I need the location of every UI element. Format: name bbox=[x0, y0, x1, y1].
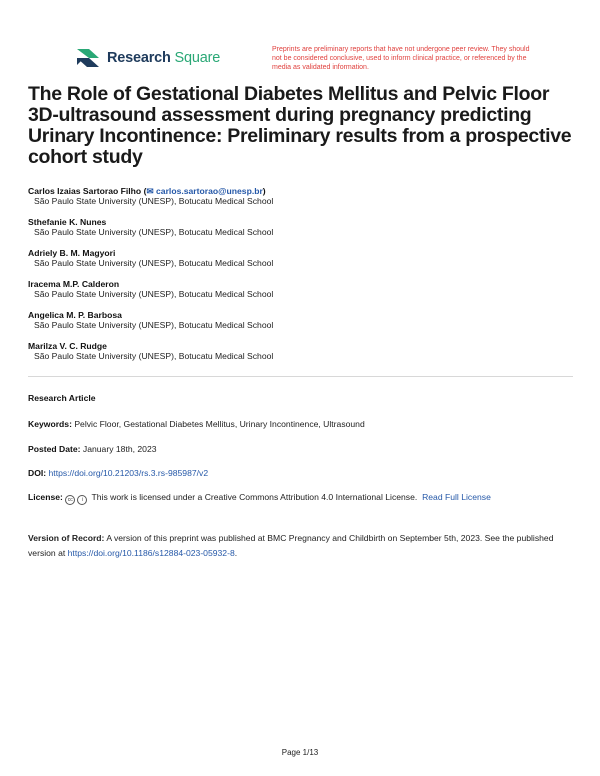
posted-date-label: Posted Date: bbox=[28, 444, 81, 454]
read-full-license-link[interactable]: Read Full License bbox=[422, 492, 491, 502]
author-affiliation: São Paulo State University (UNESP), Botucatu Medical School bbox=[34, 320, 274, 330]
author-name: Marilza V. C. Rudge bbox=[28, 341, 107, 351]
author-email-link[interactable]: ✉ carlos.sartorao@unesp.br bbox=[146, 186, 263, 196]
page-number: Page 1/13 bbox=[281, 748, 319, 757]
author-list bbox=[28, 186, 573, 372]
doi-line bbox=[28, 468, 208, 479]
keywords-label: Keywords: bbox=[28, 419, 72, 429]
author-name: Carlos Izaias Sartorao Filho (✉ carlos.sartorao@unesp.br) bbox=[28, 186, 266, 196]
research-square-logo-icon bbox=[75, 47, 101, 69]
author-entry bbox=[28, 341, 573, 372]
doi-label: DOI: bbox=[28, 468, 47, 478]
author-name: Angelica M. P. Barbosa bbox=[28, 310, 122, 320]
email-icon: ✉ bbox=[146, 186, 154, 196]
author-entry bbox=[28, 279, 573, 310]
author-affiliation: São Paulo State University (UNESP), Botucatu Medical School bbox=[34, 289, 274, 299]
section-divider bbox=[28, 376, 573, 377]
doi-link[interactable]: https://doi.org/10.21203/rs.3.rs-985987/v2 bbox=[48, 468, 209, 478]
version-text: A version of this preprint was published at BMC Pregnancy and Childbirth on September 5th, 2023. See the published version at bbox=[28, 533, 554, 558]
author-name: Adriely B. M. Magyori bbox=[28, 248, 116, 258]
posted-date-line bbox=[28, 444, 157, 455]
paper-title: The Role of Gestational Diabetes Mellitus and Pelvic Floor 3D-ultrasound assessment during pregnancy predicting Urinary Incontinence: Preliminary results from a prospective cohort study bbox=[28, 83, 572, 168]
version-doi-link[interactable]: https://doi.org/10.1186/s12884-023-05932-8 bbox=[67, 548, 235, 558]
attribution-icon: i bbox=[77, 495, 87, 505]
author-entry bbox=[28, 217, 573, 248]
author-name: Sthefanie K. Nunes bbox=[28, 217, 107, 227]
author-name: Iracema M.P. Calderon bbox=[28, 279, 120, 289]
license-text: This work is licensed under a Creative Commons Attribution 4.0 International License. bbox=[91, 492, 418, 502]
creative-commons-icon: cc bbox=[65, 495, 75, 505]
keywords-line bbox=[28, 419, 365, 430]
author-affiliation: São Paulo State University (UNESP), Botucatu Medical School bbox=[34, 196, 274, 206]
preprint-disclaimer: Preprints are preliminary reports that have not undergone peer review. They should not be considered conclusive, used to inform clinical practice, or referenced by the media as validated information. bbox=[272, 46, 530, 71]
article-type: Research Article bbox=[28, 393, 96, 403]
logo-text: Research Square bbox=[107, 50, 221, 66]
license-line bbox=[28, 492, 491, 505]
author-affiliation: São Paulo State University (UNESP), Botucatu Medical School bbox=[34, 351, 274, 361]
author-entry bbox=[28, 186, 573, 217]
version-period: . bbox=[234, 548, 238, 558]
license-label: License: bbox=[28, 492, 63, 502]
version-of-record bbox=[28, 531, 573, 561]
author-entry bbox=[28, 310, 573, 341]
keywords-value: Pelvic Floor, Gestational Diabetes Mellitus, Urinary Incontinence, Ultrasound bbox=[74, 419, 365, 429]
author-entry bbox=[28, 248, 573, 279]
research-square-logo[interactable] bbox=[75, 47, 220, 69]
version-label: Version of Record: bbox=[28, 533, 105, 543]
posted-date-value: January 18th, 2023 bbox=[82, 444, 157, 454]
author-affiliation: São Paulo State University (UNESP), Botucatu Medical School bbox=[34, 258, 274, 268]
author-affiliation: São Paulo State University (UNESP), Botucatu Medical School bbox=[34, 227, 274, 237]
